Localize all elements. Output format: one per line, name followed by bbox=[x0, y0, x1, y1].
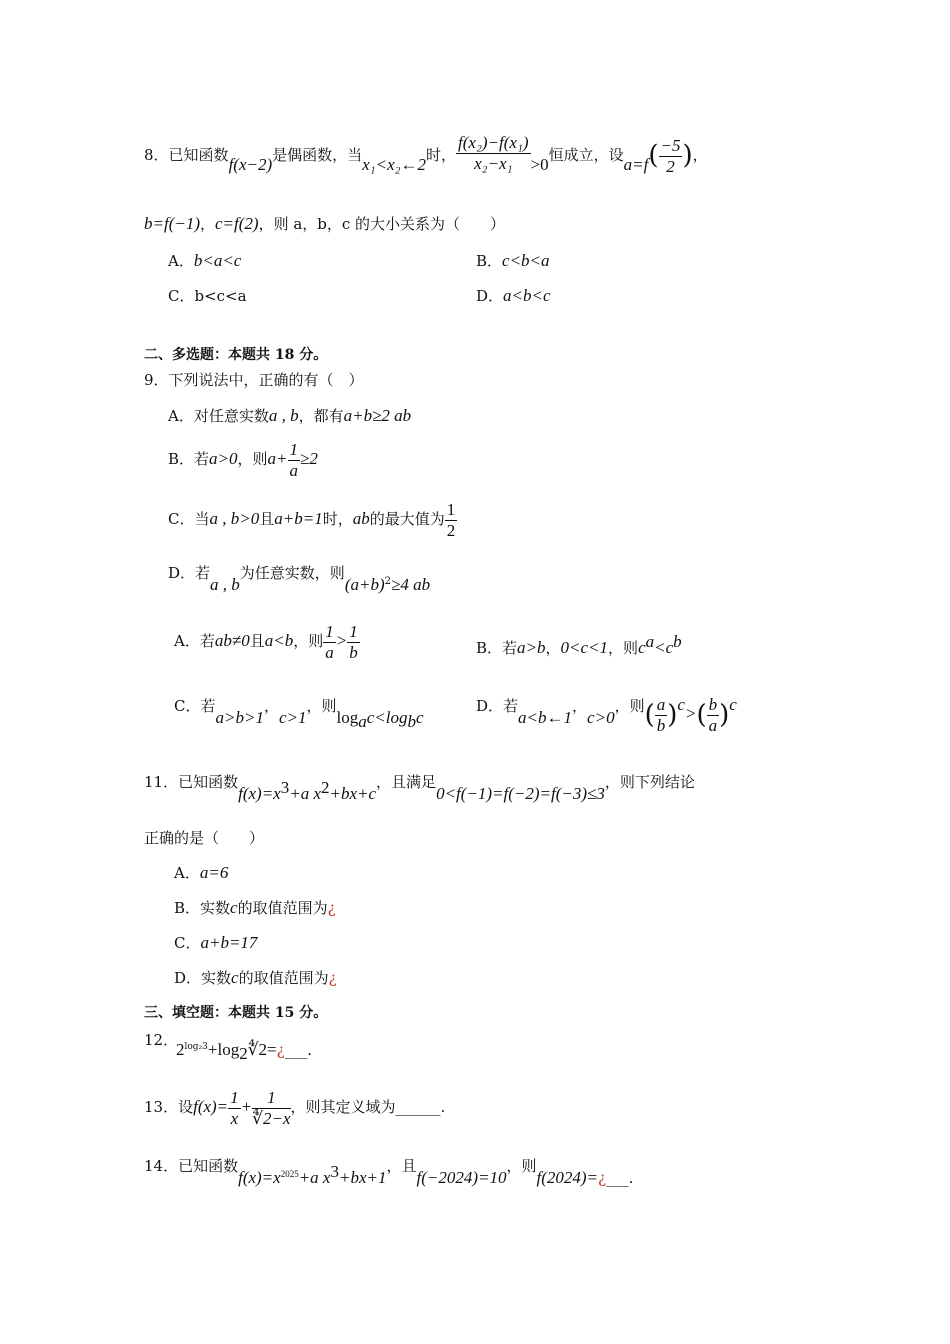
q8-c-def: c=f(2) bbox=[215, 214, 259, 233]
math: log bbox=[336, 708, 359, 727]
math-sub: b bbox=[407, 712, 416, 731]
math-sup: b bbox=[673, 632, 682, 651]
q8-option-d[interactable] bbox=[476, 285, 551, 306]
math: a , b bbox=[268, 406, 299, 425]
option-text: 且 bbox=[249, 632, 265, 651]
math-sup: log₂3 bbox=[184, 1042, 208, 1052]
q9-option-b[interactable] bbox=[168, 440, 318, 480]
option-label: D． bbox=[168, 564, 196, 582]
q11-text3: ，则下列结论 bbox=[604, 773, 695, 791]
math: ≥4 ab bbox=[390, 575, 431, 594]
option-text: 若 bbox=[195, 564, 211, 582]
math: a+ bbox=[267, 449, 288, 469]
option-text: a=6 bbox=[199, 863, 229, 882]
option-text: ， bbox=[572, 697, 588, 715]
math: c>1 bbox=[278, 708, 307, 727]
q8-option-c[interactable] bbox=[168, 285, 247, 306]
option-text: a+b=17 bbox=[200, 933, 258, 952]
option-text: ，则 bbox=[293, 632, 324, 651]
answer-blank: ______. bbox=[395, 1098, 446, 1117]
math-sup: 2025 bbox=[280, 1169, 299, 1179]
math: c bbox=[231, 968, 239, 987]
q14-text3: ，则 bbox=[506, 1157, 537, 1175]
frac-num: 1 bbox=[325, 622, 334, 641]
math: <c bbox=[654, 638, 674, 657]
q13-number: 13．设 bbox=[144, 1098, 194, 1117]
q11-stem bbox=[144, 766, 695, 803]
math: > bbox=[684, 704, 697, 724]
math-sup: a bbox=[645, 632, 655, 651]
q11-option-b[interactable] bbox=[174, 897, 336, 918]
fraction bbox=[252, 1088, 290, 1128]
q13-text: ，则其定义域为 bbox=[290, 1098, 396, 1117]
option-text: c<b<a bbox=[502, 251, 550, 270]
math-sup: 2 bbox=[321, 778, 330, 797]
option-label: D． bbox=[476, 287, 504, 305]
frac-den: ∜2−x bbox=[252, 1108, 291, 1128]
math: a<b←1 bbox=[518, 708, 573, 727]
section-3-heading: 三、填空题：本题共 15 分。 bbox=[144, 1005, 328, 1021]
q8-text5: ，则 a，b，c 的大小关系为（ ） bbox=[258, 215, 506, 233]
frac-den: a bbox=[708, 715, 718, 735]
frac-num: b bbox=[708, 695, 718, 714]
q8-text2: 是偶函数，当 bbox=[272, 146, 363, 165]
math-sub: 2 bbox=[239, 1044, 248, 1063]
option-text: b<a<c bbox=[193, 251, 242, 270]
q8-option-a[interactable] bbox=[168, 250, 241, 271]
frac-den: a bbox=[289, 460, 299, 480]
q10-option-b[interactable] bbox=[476, 632, 682, 658]
math: ab bbox=[352, 509, 370, 529]
option-label: A． bbox=[168, 407, 194, 425]
option-label: D． bbox=[174, 969, 202, 987]
option-label: C． bbox=[174, 934, 201, 952]
q14-text2: ，且 bbox=[386, 1157, 417, 1175]
frac-den: b bbox=[349, 642, 358, 662]
fraction bbox=[347, 622, 360, 662]
q8-a-num: −5 bbox=[660, 136, 681, 155]
q8-a-def: a=f bbox=[623, 155, 649, 175]
fraction bbox=[707, 695, 720, 735]
option-text: ，则 bbox=[237, 450, 268, 469]
option-text: 若 bbox=[194, 450, 210, 469]
math: +a x bbox=[289, 784, 321, 803]
math: (a+b) bbox=[344, 575, 385, 594]
frac-num: 1 bbox=[289, 440, 299, 459]
option-label: C． bbox=[168, 510, 195, 529]
option-label: B． bbox=[174, 899, 201, 917]
frac-num: 1 bbox=[252, 1088, 290, 1109]
q9-option-d[interactable] bbox=[168, 562, 431, 594]
math: ab≠0 bbox=[214, 631, 250, 651]
option-label: C． bbox=[168, 287, 195, 305]
q10-option-c[interactable] bbox=[174, 695, 424, 731]
fraction bbox=[288, 440, 301, 480]
fraction bbox=[323, 622, 336, 662]
option-text: a<b<c bbox=[503, 286, 551, 305]
q8-paren-close: ) bbox=[682, 140, 693, 171]
q14-number: 14．已知函数 bbox=[144, 1157, 239, 1175]
math: ∜2= bbox=[247, 1040, 277, 1059]
math: +a x bbox=[298, 1168, 331, 1187]
option-text: ， bbox=[263, 697, 279, 715]
paren-open: ( bbox=[644, 700, 655, 731]
option-text: 为任意实数，则 bbox=[239, 564, 345, 582]
paren-close: ) bbox=[719, 700, 730, 731]
math: a+b=1 bbox=[274, 509, 323, 529]
option-label: D． bbox=[476, 697, 504, 715]
math: a>0 bbox=[209, 449, 238, 469]
math: c>0 bbox=[587, 708, 615, 727]
math-sup: c bbox=[677, 695, 685, 714]
answer-blank: ___. bbox=[606, 1169, 634, 1187]
option-text: b<c<a bbox=[194, 287, 247, 305]
math: f(x)=x bbox=[238, 1168, 281, 1187]
q8-frac-num: f(x₂)−f(x₁) bbox=[458, 133, 529, 152]
fraction bbox=[445, 500, 458, 540]
q11-condition: 0<f(−1)=f(−2)=f(−3)≤3 bbox=[436, 784, 605, 803]
frac-num: 1 bbox=[230, 1088, 239, 1107]
math: a>b>1 bbox=[215, 708, 264, 727]
math: f(2024)= bbox=[536, 1168, 599, 1187]
q8-gt0: >0 bbox=[530, 155, 549, 175]
option-label: B． bbox=[476, 252, 503, 270]
math: a+b≥2 ab bbox=[343, 406, 412, 425]
section-2-heading: 二、多选题：本题共 18 分。 bbox=[144, 347, 328, 363]
option-label: C． bbox=[174, 697, 201, 715]
math: > bbox=[335, 631, 348, 651]
render-error-glyph: ¿ bbox=[327, 899, 336, 917]
q8-fraction bbox=[456, 133, 530, 173]
q11-number: 11． bbox=[144, 773, 179, 791]
q8-b-def: b=f(−1) bbox=[144, 214, 200, 233]
q8-line2 bbox=[144, 214, 505, 234]
option-label: A． bbox=[174, 864, 200, 882]
q11-option-c[interactable] bbox=[174, 932, 257, 953]
q8-fx: f(x−2) bbox=[228, 155, 273, 175]
math: c<log bbox=[366, 708, 408, 727]
math-sub: a bbox=[358, 712, 367, 731]
math: +bx+1 bbox=[338, 1168, 387, 1187]
q8-a-den: 2 bbox=[666, 156, 675, 176]
math: ≥2 bbox=[300, 449, 318, 469]
q8-option-b[interactable] bbox=[476, 250, 550, 271]
q8-a-fraction bbox=[659, 136, 683, 176]
option-label: A． bbox=[174, 632, 200, 651]
option-text: 且 bbox=[259, 510, 275, 529]
render-error-glyph: ¿ bbox=[276, 1041, 285, 1059]
option-text: ，则 bbox=[306, 697, 337, 715]
q11-text: 已知函数 bbox=[178, 773, 239, 791]
q10-option-d[interactable] bbox=[476, 695, 737, 735]
option-text: 实数 bbox=[201, 969, 232, 987]
math: f(x)= bbox=[193, 1097, 229, 1117]
math: c bbox=[230, 898, 238, 917]
q8-text: 已知函数 bbox=[168, 146, 229, 165]
frac-den: a bbox=[325, 642, 334, 662]
option-text: ，则 bbox=[614, 697, 645, 715]
q9-stem: 9．下列说法中，正确的有（ ） bbox=[144, 371, 364, 389]
frac-num: 1 bbox=[349, 622, 358, 641]
q8-paren-open: ( bbox=[648, 140, 659, 171]
q14-condition: f(−2024)=10 bbox=[416, 1168, 507, 1187]
q8-text4: 恒成立，设 bbox=[548, 146, 624, 165]
math: + bbox=[240, 1097, 253, 1117]
math: c bbox=[416, 708, 424, 727]
math: 2 bbox=[176, 1040, 185, 1059]
q13-stem bbox=[144, 1088, 445, 1128]
q12-expression bbox=[176, 1040, 312, 1064]
math: c bbox=[638, 638, 646, 657]
q9-option-c[interactable] bbox=[168, 500, 457, 540]
q11-option-d[interactable] bbox=[174, 967, 337, 988]
option-text: 的取值范围为 bbox=[238, 969, 329, 987]
fraction bbox=[228, 1088, 241, 1128]
math: a , b bbox=[210, 575, 240, 594]
q8-sep: ， bbox=[200, 215, 216, 233]
frac-num: 1 bbox=[446, 500, 456, 519]
option-text: 的最大值为 bbox=[369, 510, 445, 529]
math: +bx+c bbox=[329, 784, 377, 803]
math: a , b>0 bbox=[209, 509, 260, 529]
option-text: 若 bbox=[503, 697, 519, 715]
math: 0<c<1 bbox=[560, 638, 609, 657]
math: a<b bbox=[264, 631, 294, 651]
render-error-glyph: ¿ bbox=[598, 1169, 607, 1187]
q11-option-a[interactable] bbox=[174, 862, 228, 883]
option-text: 若 bbox=[502, 639, 518, 657]
math: a>b bbox=[517, 638, 546, 657]
q8-frac-den: x₂−x₁ bbox=[474, 153, 513, 173]
option-text: 时， bbox=[322, 510, 353, 529]
answer-blank: ___. bbox=[284, 1041, 312, 1059]
q14-stem bbox=[144, 1150, 634, 1187]
frac-den: b bbox=[656, 715, 666, 735]
option-text: 实数 bbox=[200, 899, 231, 917]
option-text: 若 bbox=[199, 632, 215, 651]
option-text: ，都有 bbox=[298, 407, 344, 425]
q8-stem bbox=[144, 133, 708, 176]
q9-option-a[interactable] bbox=[168, 405, 411, 426]
render-error-glyph: ¿ bbox=[328, 969, 337, 987]
math-sup: 3 bbox=[280, 778, 290, 797]
option-text: 对任意实数 bbox=[193, 407, 269, 425]
q12-number: 12． bbox=[144, 1031, 179, 1049]
math: +log bbox=[207, 1040, 240, 1059]
math-sup: c bbox=[729, 695, 737, 714]
option-label: B． bbox=[476, 639, 503, 657]
option-text: ， bbox=[545, 639, 561, 657]
frac-den: x bbox=[230, 1108, 239, 1128]
frac-num: a bbox=[656, 695, 666, 714]
q10-option-a[interactable] bbox=[174, 622, 360, 662]
math: f(x)=x bbox=[238, 784, 281, 803]
option-label: A． bbox=[168, 252, 194, 270]
q8-condition: x₁<x₂←2 bbox=[362, 155, 427, 175]
option-text: 若 bbox=[200, 697, 216, 715]
frac-den: 2 bbox=[446, 520, 456, 540]
q11-line2: 正确的是（ ） bbox=[144, 829, 265, 847]
option-text: ，则 bbox=[608, 639, 639, 657]
option-text: 的取值范围为 bbox=[237, 899, 328, 917]
math-sup: 2 bbox=[384, 576, 391, 587]
q11-text2: ，且满足 bbox=[376, 773, 437, 791]
q8-number: 8． bbox=[144, 146, 169, 165]
math-sup: 3 bbox=[330, 1162, 339, 1181]
q8-text3: 时， bbox=[426, 146, 457, 165]
option-text: 当 bbox=[194, 510, 210, 529]
fraction bbox=[655, 695, 668, 735]
paren-close: ) bbox=[667, 700, 678, 731]
option-label: B． bbox=[168, 450, 195, 469]
paren-open: ( bbox=[696, 700, 707, 731]
q8-comma: ， bbox=[692, 146, 708, 165]
